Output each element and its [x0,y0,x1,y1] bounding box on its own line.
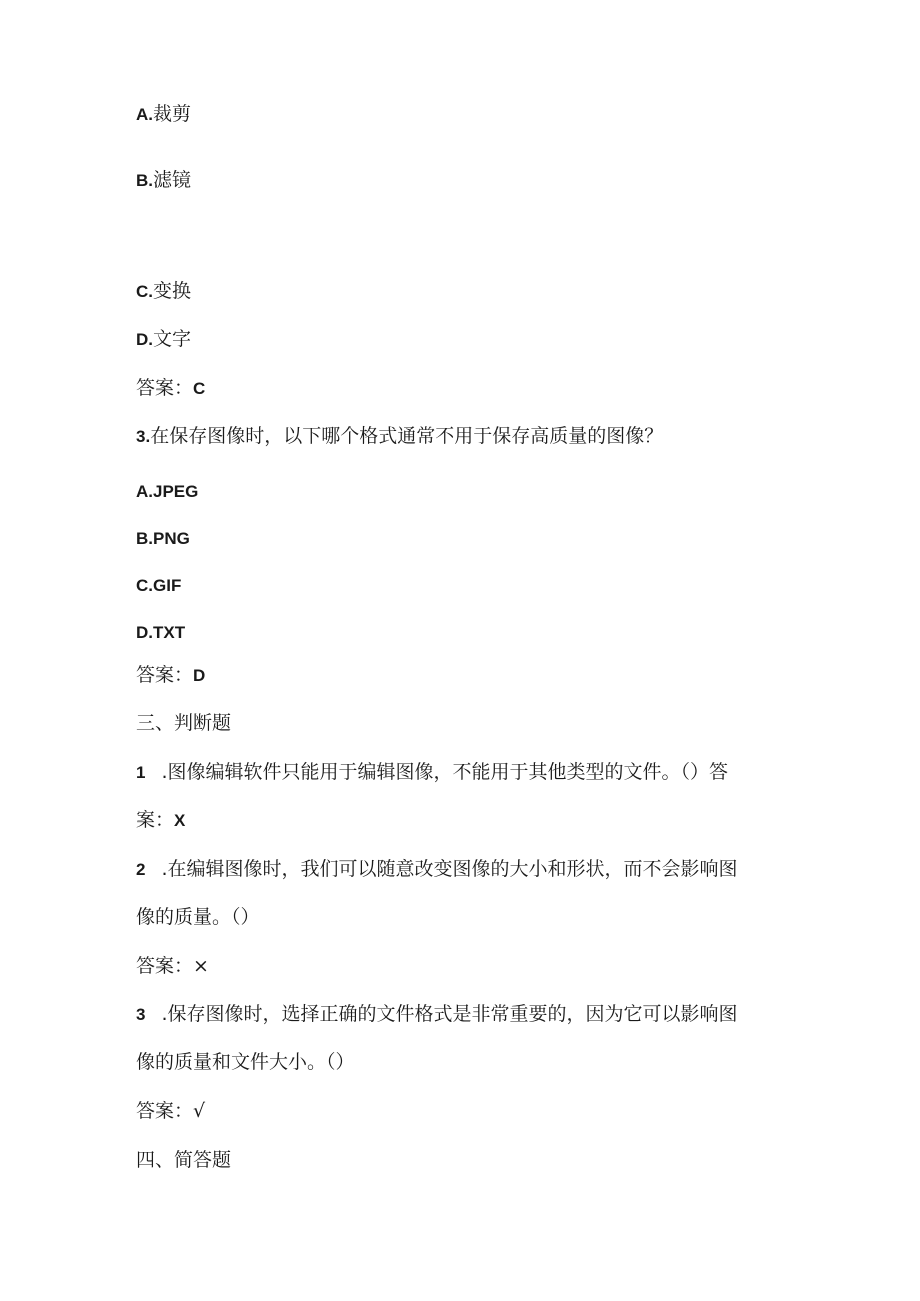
q2-option-b-letter: B. [136,171,153,190]
q3-answer-value: D [193,666,206,685]
tf-item-2-answer [136,954,209,978]
q2-option-d-letter: D. [136,330,153,349]
q2-option-c-letter: C. [136,282,153,301]
tf-item-3-line1 [136,1002,738,1027]
q3-answer-label: 答案： [136,664,194,686]
tf-item-1-answer: X [174,811,186,830]
q2-answer-value: C [193,379,206,398]
q2-option-a-letter: A. [136,105,153,124]
q3-option-d: D.TXT [136,623,186,642]
section4-title: 四、简答题 [136,1149,232,1171]
q2-option-d [136,327,191,352]
tf-item-1-text: .图像编辑软件只能用于编辑图像，不能用于其他类型的文件。（）答 [161,761,729,783]
tf-item-3-text: .保存图像时，选择正确的文件格式是非常重要的，因为它可以影响图 [161,1003,738,1025]
section3-title: 三、判断题 [136,712,232,734]
tf-item-1-line2 [136,808,185,833]
q2-option-a [136,102,191,127]
tf-item-3-line2: 像的质量和文件大小。（） [136,1051,355,1073]
tf-item-2-line2: 像的质量。（） [136,906,260,928]
tf-item-3-answer-value: √ [193,1100,206,1122]
q2-answer-label: 答案： [136,377,194,399]
tf-item-3-answer [136,1099,205,1123]
q3-option-c: C.GIF [136,576,182,595]
tf-item-2-line1 [136,857,738,882]
q3-number: 3. [136,427,151,446]
tf-item-3-number: 3 [136,1005,146,1024]
q2-option-b [136,168,191,193]
tf-item-2-number: 2 [136,860,146,879]
q3-option-b: B.PNG [136,529,190,548]
q2-option-a-text: 裁剪 [153,103,192,125]
q2-option-d-text: 文字 [153,328,192,350]
tf-item-1-number: 1 [136,763,146,782]
q2-option-c-text: 变换 [153,280,192,302]
q2-answer [136,376,205,401]
tf-item-2-answer-value: × [193,955,209,977]
tf-item-2-answer-label: 答案： [136,955,194,977]
q3-option-a: A.JPEG [136,482,199,501]
q3-answer [136,663,205,688]
q3-question [136,424,663,449]
tf-item-1-line1 [136,760,728,785]
q2-option-b-text: 滤镜 [153,169,192,191]
tf-item-1-line2-text: 案： [136,809,175,831]
tf-item-2-text: .在编辑图像时，我们可以随意改变图像的大小和形状，而不会影响图 [161,858,738,880]
tf-item-3-answer-label: 答案： [136,1100,194,1122]
q2-option-c [136,279,191,304]
q3-text: 在保存图像时，以下哪个格式通常不用于保存高质量的图像？ [150,425,664,447]
